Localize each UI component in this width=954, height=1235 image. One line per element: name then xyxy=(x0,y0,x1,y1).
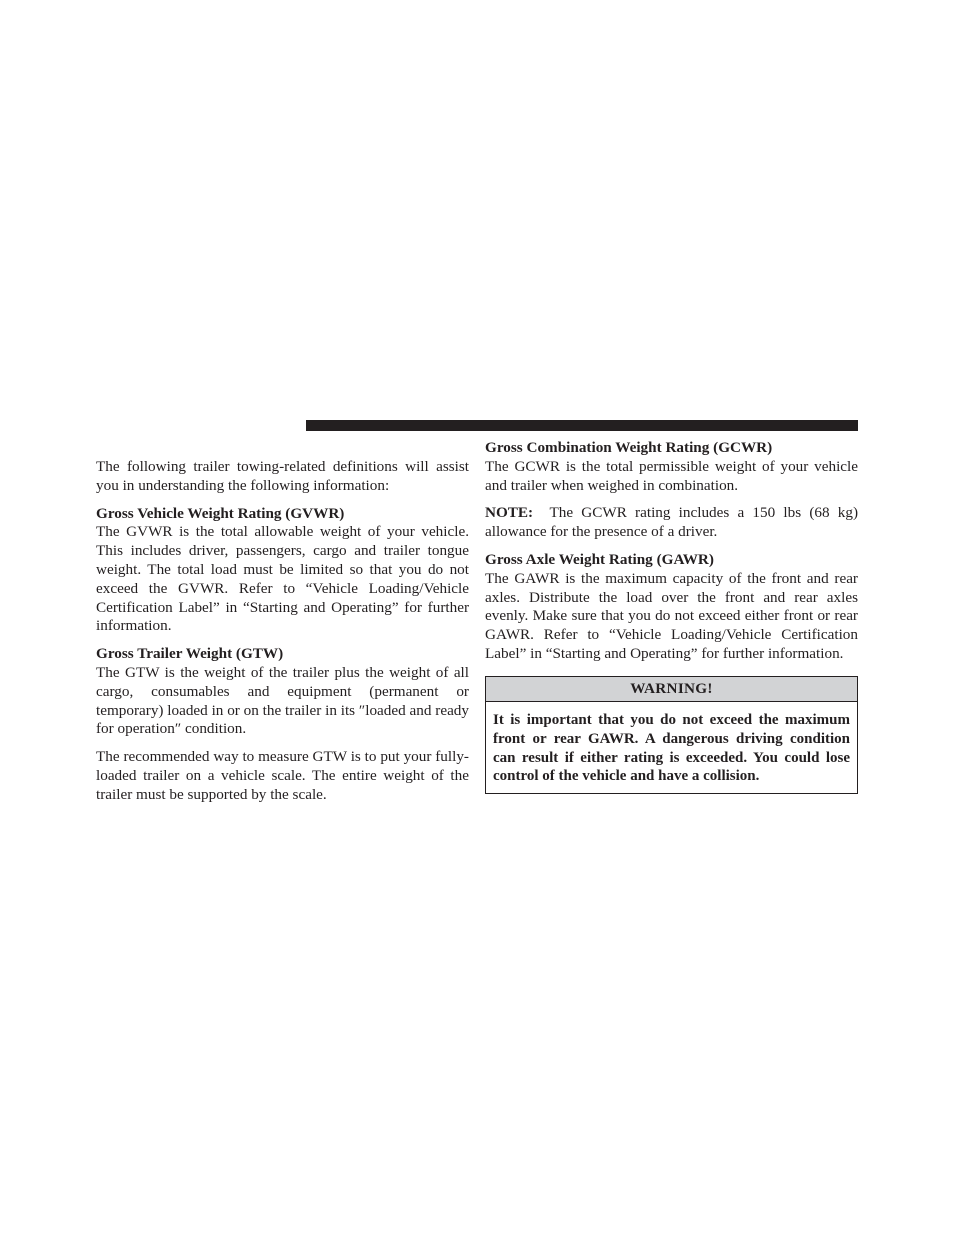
warning-title: WARNING! xyxy=(486,677,857,702)
gtw-measure-paragraph: The recommended way to measure GTW is to put your fully-loaded trailer on a vehicle scale. The entire weight of the trailer must be supported by the scale. xyxy=(96,748,469,803)
note-label: NOTE: xyxy=(485,504,534,522)
gvwr-paragraph: The GVWR is the total allowable weight of your vehicle. This includes driver, passengers, cargo and trailer tongue weight. The total load must be limited so that you do not exceed the GVWR. Refer to “Vehicle Loading/Vehicle Certification Label” in “Starting and Operating” for further information. xyxy=(96,523,469,635)
note-paragraph xyxy=(485,504,858,542)
section-header-rule xyxy=(306,420,858,431)
left-column xyxy=(96,458,469,805)
warning-box xyxy=(485,676,858,794)
warning-text: It is important that you do not exceed the maximum front or rear GAWR. A dangerous driving condition can result if either rating is exceeded. You could lose control of the vehicle and have a collision. xyxy=(493,712,850,785)
note-text: The GCWR rating includes a 150 lbs (68 kg) allowance for the presence of a driver. xyxy=(485,504,858,541)
gawr-heading: Gross Axle Weight Rating (GAWR) xyxy=(485,550,714,568)
gtw-paragraph: The GTW is the weight of the trailer plus the weight of all cargo, consumables and equipment (permanent or temporary) loaded in or on the trailer in its ″loaded and ready for operation″ condition. xyxy=(96,663,469,738)
gawr-paragraph: The GAWR is the maximum capacity of the front and rear axles. Distribute the load over the front and rear axles evenly. Make sure that you do not exceed either front or rear GAWR. Refer to “Vehicle Loading/Vehicle Certification Label” in “Starting and Operating” for further information. xyxy=(485,569,858,662)
gvwr-heading: Gross Vehicle Weight Rating (GVWR) xyxy=(96,504,345,522)
gcwr-paragraph: The GCWR is the total permissible weight of your vehicle and trailer when weighed in combination. xyxy=(485,457,858,494)
right-column xyxy=(485,439,858,664)
intro-paragraph: The following trailer towing-related definitions will assist you in understanding the following information: xyxy=(96,458,469,494)
gcwr-heading: Gross Combination Weight Rating (GCWR) xyxy=(485,439,773,456)
gtw-heading: Gross Trailer Weight (GTW) xyxy=(96,645,284,663)
